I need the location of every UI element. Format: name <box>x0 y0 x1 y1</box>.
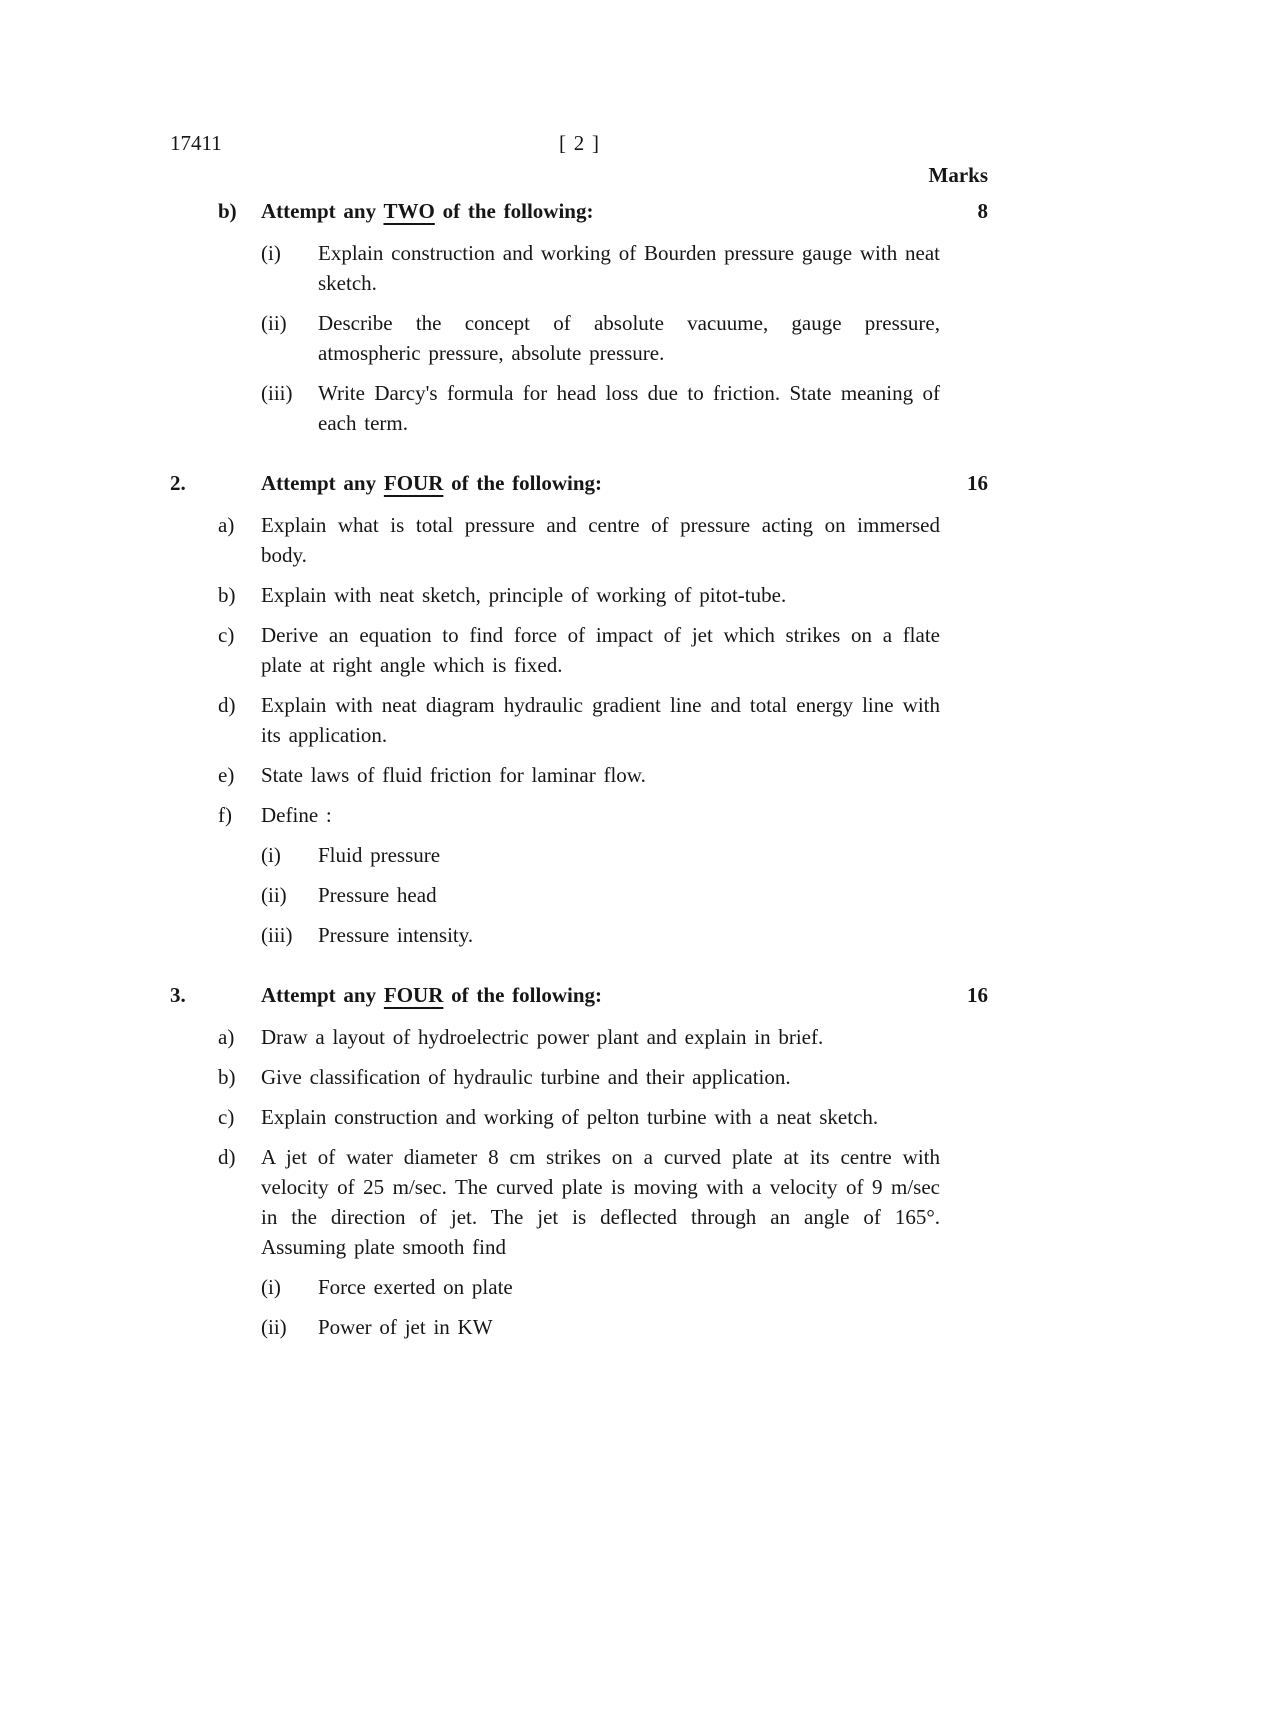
question-section <box>170 468 988 950</box>
subitem-label: (i) <box>261 843 281 867</box>
page-number: [ 2 ] <box>558 131 600 155</box>
heading-keyword: FOUR <box>383 471 444 495</box>
section-heading <box>170 980 988 1010</box>
page-content <box>170 128 988 1352</box>
section-heading <box>170 196 988 226</box>
subitem-text: Pressure intensity. <box>318 923 474 947</box>
heading-prefix: Attempt any <box>261 471 377 495</box>
item-label: b) <box>218 583 236 607</box>
section-label: b) <box>218 199 237 223</box>
item-label: a) <box>218 1025 235 1049</box>
heading-keyword: FOUR <box>383 983 444 1007</box>
question-section <box>170 196 988 438</box>
question-item <box>170 690 988 750</box>
question-item <box>170 308 988 368</box>
item-label: d) <box>218 693 236 717</box>
heading-suffix: of the following: <box>451 471 603 495</box>
item-text: Give classification of hydraulic turbine and their application. <box>261 1065 791 1089</box>
item-label: f) <box>218 803 232 827</box>
section-heading <box>170 468 988 498</box>
section-heading-text <box>261 980 943 1010</box>
section-marks: 16 <box>967 983 988 1007</box>
subitem-label: (i) <box>261 1275 281 1299</box>
item-label: a) <box>218 513 235 537</box>
heading-suffix: of the following: <box>442 199 594 223</box>
question-item <box>170 1062 988 1092</box>
item-label: (iii) <box>261 381 293 405</box>
heading-prefix: Attempt any <box>261 983 377 1007</box>
item-label: d) <box>218 1145 236 1169</box>
item-label: e) <box>218 763 235 787</box>
marks-column-label: Marks <box>928 163 988 187</box>
question-item <box>170 620 988 680</box>
item-text: Describe the concept of absolute vacuume, gauge pressure, atmospheric pressure, absolute pressure. <box>318 311 940 365</box>
question-subitem <box>170 1272 988 1302</box>
item-text: Define : <box>261 803 332 827</box>
question-item <box>170 760 988 790</box>
heading-keyword: TWO <box>383 199 435 223</box>
subitem-text: Pressure head <box>318 883 437 907</box>
section-heading-text <box>261 468 943 498</box>
item-text: State laws of fluid friction for laminar flow. <box>261 763 646 787</box>
section-marks: 16 <box>967 471 988 495</box>
subitem-text: Force exerted on plate <box>318 1275 513 1299</box>
question-subitem <box>170 840 988 870</box>
question-subitem <box>170 880 988 910</box>
question-subitem <box>170 1312 988 1342</box>
question-item <box>170 580 988 610</box>
item-text: A jet of water diameter 8 cm strikes on a curved plate at its centre with velocity of 25 m/sec. The curved plate is moving with a velocity of 9 m/sec in the direction of jet. The jet is deflected through an angle of 165°. Assuming plate smooth find <box>261 1145 940 1259</box>
item-label: (i) <box>261 241 281 265</box>
question-item <box>170 378 988 438</box>
heading-suffix: of the following: <box>451 983 603 1007</box>
subitem-label: (ii) <box>261 883 287 907</box>
item-text: Explain construction and working of pelton turbine with a neat sketch. <box>261 1105 879 1129</box>
paper-code: 17411 <box>170 131 222 155</box>
item-label: c) <box>218 623 235 647</box>
page-header <box>170 128 988 158</box>
section-heading-text <box>261 196 943 226</box>
item-text: Write Darcy's formula for head loss due to friction. State meaning of each term. <box>318 381 940 435</box>
question-item <box>170 1022 988 1052</box>
subitem-label: (iii) <box>261 923 293 947</box>
section-label: 3. <box>170 983 186 1007</box>
item-label: b) <box>218 1065 236 1089</box>
item-label: (ii) <box>261 311 287 335</box>
heading-prefix: Attempt any <box>261 199 377 223</box>
item-text: Draw a layout of hydroelectric power plant and explain in brief. <box>261 1025 824 1049</box>
subitem-text: Fluid pressure <box>318 843 441 867</box>
item-text: Explain what is total pressure and centre of pressure acting on immersed body. <box>261 513 940 567</box>
question-section <box>170 980 988 1342</box>
item-label: c) <box>218 1105 235 1129</box>
question-item <box>170 238 988 298</box>
item-text: Derive an equation to find force of impact of jet which strikes on a flate plate at right angle which is fixed. <box>261 623 940 677</box>
question-item <box>170 800 988 830</box>
question-item <box>170 510 988 570</box>
section-label: 2. <box>170 471 186 495</box>
item-text: Explain with neat diagram hydraulic gradient line and total energy line with its application. <box>261 693 940 747</box>
item-text: Explain with neat sketch, principle of working of pitot-tube. <box>261 583 787 607</box>
subitem-label: (ii) <box>261 1315 287 1339</box>
subitem-text: Power of jet in KW <box>318 1315 493 1339</box>
section-marks: 8 <box>977 199 988 223</box>
question-item <box>170 1142 988 1262</box>
question-subitem <box>170 920 988 950</box>
question-item <box>170 1102 988 1132</box>
item-text: Explain construction and working of Bourden pressure gauge with neat sketch. <box>318 241 940 295</box>
